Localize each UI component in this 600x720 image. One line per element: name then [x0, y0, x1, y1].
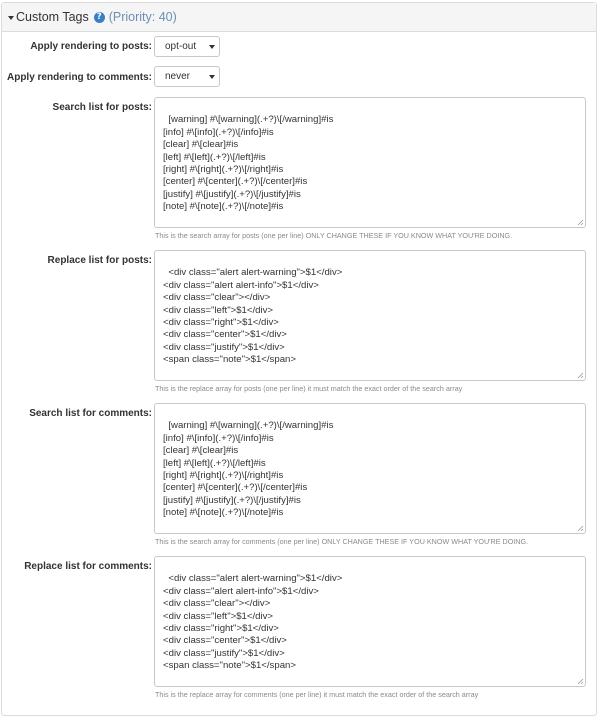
replace-comments-hint: This is the replace array for comments (one per line) it must match the exact order of the search array	[155, 690, 479, 699]
search-comments-textarea[interactable]	[154, 403, 586, 534]
replace-posts-value: <div class="alert alert-warning">$1</div> <div class="alert alert-info">$1</div> <div class="clear"></div> <div class="left">$1</div> <div class="right">$1</div> <div class="center">$1</div> <div class="justify">$1</div> <span class="note">$1</span>	[163, 267, 343, 366]
posts-render-label: Apply rendering to posts:	[30, 41, 152, 52]
panel-title: Custom Tags	[16, 10, 89, 24]
posts-render-select[interactable]	[154, 36, 220, 57]
caret-down-icon[interactable]	[8, 16, 14, 20]
comments-render-select[interactable]	[154, 66, 220, 87]
replace-comments-textarea[interactable]	[154, 556, 586, 687]
panel-header[interactable]	[2, 3, 596, 32]
replace-comments-label: Replace list for comments:	[24, 561, 152, 572]
dropdown-arrow-icon	[209, 75, 215, 79]
search-comments-hint: This is the search array for comments (one per line) ONLY CHANGE THESE IF YOU KNOW WHAT YOU'RE DOING.	[155, 537, 529, 546]
replace-posts-label: Replace list for posts:	[47, 255, 152, 266]
dropdown-arrow-icon	[209, 45, 215, 49]
search-comments-label: Search list for comments:	[29, 408, 152, 419]
search-posts-label: Search list for posts:	[52, 102, 152, 113]
comments-render-label: Apply rendering to comments:	[6, 72, 152, 83]
priority-label: (Priority: 40)	[108, 10, 177, 24]
search-posts-hint: This is the search array for posts (one per line) ONLY CHANGE THESE IF YOU KNOW WHAT YOU'RE DOING.	[155, 231, 513, 240]
replace-posts-hint: This is the replace array for posts (one per line) it must match the exact order of the search array	[155, 384, 463, 393]
replace-comments-value: <div class="alert alert-warning">$1</div> <div class="alert alert-info">$1</div> <div class="clear"></div> <div class="left">$1</div> <div class="right">$1</div> <div class="center">$1</div> <div class="justify">$1</div> <span class="note">$1</span>	[163, 573, 343, 672]
resize-handle-icon[interactable]	[577, 372, 584, 379]
resize-handle-icon[interactable]	[577, 525, 584, 532]
search-posts-value: [warning] #\[warning](.+?)\[/warning]#is [info] #\[info](.+?)\[/info]#is [clear] #\[clear]#is [left] #\[left](.+?)\[/left]#is [right] #\[right](.+?)\[/right]#is [center] #\[center](.+?)\[/center]#is [justify] #\[justify](.+?)\[/justify]#is [note] #\[note](.+?)\[/note]#is	[163, 114, 334, 213]
help-icon[interactable]: ?	[94, 12, 105, 23]
search-posts-textarea[interactable]	[154, 97, 586, 228]
replace-posts-textarea[interactable]	[154, 250, 586, 381]
search-comments-value: [warning] #\[warning](.+?)\[/warning]#is [info] #\[info](.+?)\[/info]#is [clear] #\[clear]#is [left] #\[left](.+?)\[/left]#is [right] #\[right](.+?)\[/right]#is [center] #\[center](.+?)\[/center]#is [justify] #\[justify](.+?)\[/justify]#is [note] #\[note](.+?)\[/note]#is	[163, 420, 334, 519]
resize-handle-icon[interactable]	[577, 678, 584, 685]
comments-render-value: never	[165, 71, 191, 82]
posts-render-value: opt-out	[165, 41, 197, 52]
resize-handle-icon[interactable]	[577, 219, 584, 226]
